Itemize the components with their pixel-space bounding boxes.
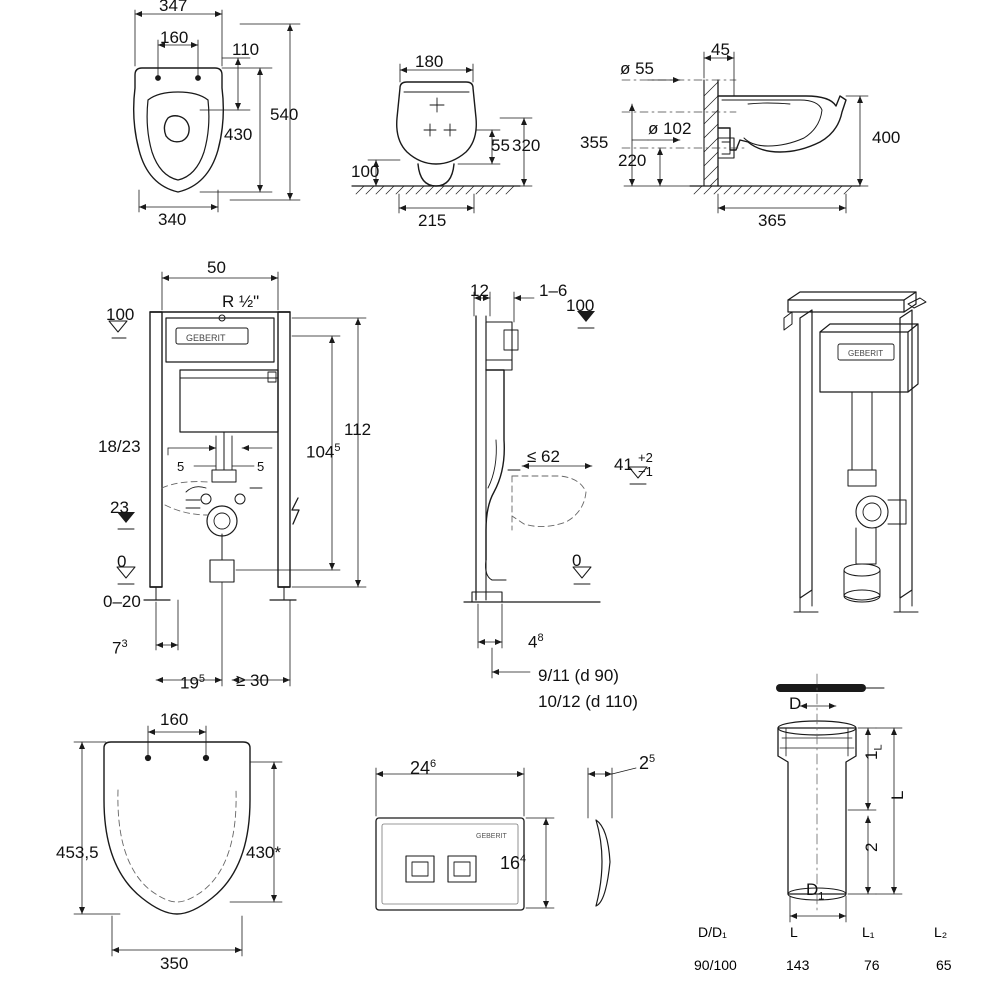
dim-front-180: 180 [415,52,444,71]
dim-frame-19-base: 19 [180,673,199,693]
dim-frame-19 [180,673,205,694]
dim-side-220: 220 [618,151,647,170]
dim-side-frame-1-6: 1–6 [539,281,568,300]
dim-41-base: 41 [614,455,633,474]
dim-frame-112: 112 [344,420,372,439]
table-cell-d-value: 90/100 [694,957,737,973]
dim-4-sup: 8 [537,632,544,644]
dim-frame-19-sup: 5 [198,673,206,685]
dim-pipe-D: D [789,694,802,713]
svg-text:GEBERIT: GEBERIT [186,333,226,343]
dim-pipe-L: L [888,790,907,800]
dim-frame-104 [306,442,341,463]
dim-pipe-L1 [862,744,884,760]
dim-frame-r-half: R ½" [222,292,260,311]
table-cell-l-value: 143 [786,957,810,973]
dim-246-sup: 6 [430,758,437,770]
dim-seat-350: 350 [160,954,189,973]
dim-plate-246 [410,758,436,779]
dim-frame-7-sup: 3 [121,638,128,650]
dim-frame-104-base: 104 [306,442,335,462]
dim-L1-base: 1 [862,750,881,760]
dim-frame-7-base: 7 [112,638,122,658]
dim-side-355: 355 [580,133,609,152]
dim-front-320: 320 [512,136,541,155]
dim-side-frame-62: ≤ 62 [527,447,560,466]
dim-plate-164 [500,853,526,874]
dim-seat-160: 160 [160,710,189,729]
dim-pipe-D1 [806,880,824,902]
dim-164-sup: 4 [520,853,527,865]
table-header-l: L [790,924,798,940]
dim-side-d102: ø 102 [648,119,692,138]
dim-frame-104-sup: 5 [334,442,341,454]
dim-side-45: 45 [711,40,730,59]
dim-frame-50: 50 [207,258,226,277]
dim-side-frame-12: 12 [470,281,489,300]
dim-side-frame-d110: 10/12 (d 110) [538,692,638,711]
dim-4-base: 4 [528,632,538,652]
dim-D1-base: D [806,880,819,899]
dim-side-frame-4 [528,632,544,653]
dim-25-base: 2 [639,753,650,773]
dim-front-215: 215 [418,211,447,230]
dim-side-frame-100: 100 [566,296,595,315]
dim-frame-0: 0 [117,552,127,571]
dim-246-base: 24 [410,758,431,778]
dim-seat-430: 430* [246,843,281,862]
dim-seat-453: 453,5 [56,843,99,862]
dim-side-frame-d90: 9/11 (d 90) [538,666,619,685]
table-cell-l1-value: 76 [864,957,880,973]
svg-text:GEBERIT: GEBERIT [848,349,884,358]
dim-frame-5-right: 5 [257,459,265,474]
dim-frame-0-20: 0–20 [103,592,141,611]
dim-side-400: 400 [872,128,901,147]
table-cell-l2-value: 65 [936,957,952,973]
dim-frame-100: 100 [106,305,135,324]
dim-164-base: 16 [500,853,521,873]
dim-front-55: 55 [491,136,510,155]
dim-front-100: 100 [351,162,380,181]
dim-frame-5-left: 5 [177,459,185,474]
dim-top-430: 430 [224,125,253,144]
dim-frame-18-23: 18/23 [98,437,141,456]
dim-side-d55: ø 55 [620,59,655,78]
dim-L2-base: 2 [862,842,881,852]
dim-41-tol-minus: −1 [638,464,653,479]
dim-top-347: 347 [159,0,188,15]
dim-frame-min30: ≥ 30 [236,671,269,690]
dim-pipe-L2 [862,843,884,852]
dim-D1-sub: 1 [818,890,825,903]
dim-frame-7 [112,638,128,659]
svg-text:GEBERIT: GEBERIT [476,833,507,840]
dim-top-540: 540 [270,105,299,124]
dim-side-365: 365 [758,211,787,230]
dim-41-tol-plus: +2 [638,450,653,465]
dim-frame-23: 23 [110,498,129,517]
dim-top-340: 340 [158,210,187,229]
dim-plate-25 [639,753,655,774]
table-header-l1: L₁ [862,924,875,940]
table-header-d: D/D₁ [698,924,727,940]
dim-L1-sub: L [872,744,885,751]
dim-top-160: 160 [160,28,189,47]
dim-top-110: 110 [232,40,260,59]
table-header-l2: L₂ [934,924,948,940]
dim-25-sup: 5 [649,753,656,765]
dim-side-frame-0: 0 [572,551,582,570]
dim-side-frame-41 [614,455,633,475]
